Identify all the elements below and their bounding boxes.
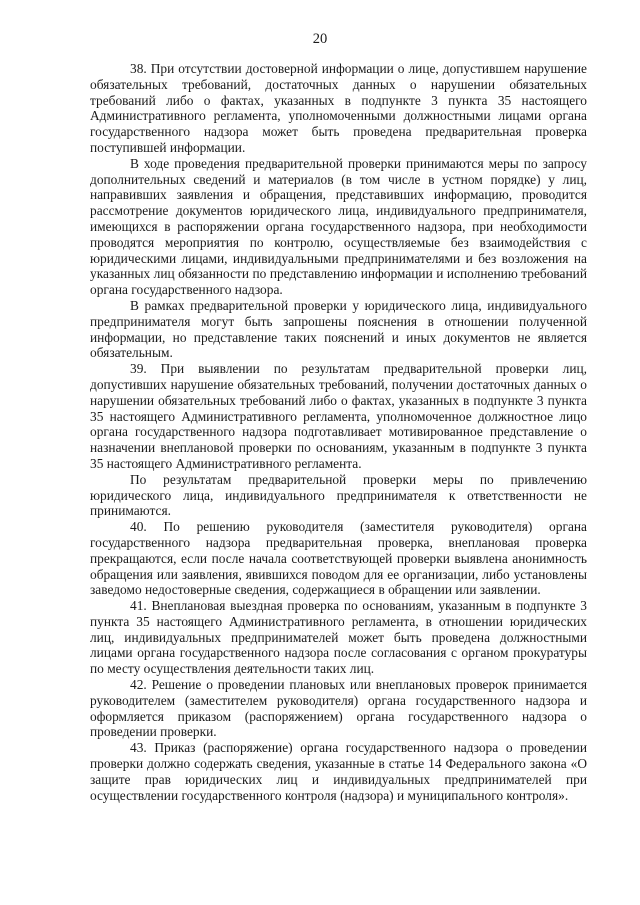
page-number: 20 — [312, 31, 328, 47]
paragraph-preliminary-check-explanations: В рамках предварительной проверки у юридического лица, индивидуального предпринимателя могут быть запрошены пояснения в отношении полученной информации, но представление таких пояснений и иных документов не является обязательным. — [90, 297, 587, 361]
paragraph-39: 39. При выявлении по результатам предварительной проверки лиц, допустивших нарушение обязательных требований, получении достаточных данных о нарушении обязательных требований либо о фактах, указанных в подпункте 3 пункта 35 настоящего Административного регламента, уполномоченное должностное лицо органа государственного надзора подготавливает мотивированное представление о назначении внеплановой проверки по основаниям, указанным в подпункте 3 пункта 35 настоящего Административного регламента. — [90, 361, 587, 471]
paragraph-no-liability-measures: По результатам предварительной проверки меры по привлечению юридического лица, индивидуального предпринимателя к ответственности не принимаются. — [90, 471, 587, 519]
paragraph-38: 38. При отсутствии достоверной информации о лице, допустившем нарушение обязательных требований, достаточных данных о нарушении обязательных требований либо о фактах, указанных в подпункте 3 пункта 35 настоящего Административного регламента, уполномоченными должностными лицами органа государственного надзора может быть проведена предварительная проверка поступившей информации. — [90, 61, 587, 155]
paragraph-preliminary-check-measures: В ходе проведения предварительной проверки принимаются меры по запросу дополнительных сведений и материалов (в том числе в устном порядке) у лиц, направивших заявления и обращения, представивших информацию, проводится рассмотрение документов юридического лица, индивидуального предпринимателя, имеющихся в распоряжении органа государственного надзора, при необходимости проводятся мероприятия по контролю, осуществляемые без взаимодействия с юридическими лицами, индивидуальными предпринимателями и без возложения на указанных лиц обязанности по представлению информации и исполнению требований органа государственного надзора. — [90, 155, 587, 298]
paragraph-43: 43. Приказ (распоряжение) органа государственного надзора о проведении проверки должно содержать сведения, указанные в статье 14 Федерального закона «О защите прав юридических лиц и индивидуальных предпринимателей при осуществлении государственного контроля (надзора) и муниципального контроля». — [90, 740, 587, 803]
paragraph-41: 41. Внеплановая выездная проверка по основаниям, указанным в подпункте 3 пункта 35 настоящего Административного регламента, в отношении юридических лиц, индивидуальных предпринимателей может быть проведена должностными лицами органа государственного надзора после согласования с органом прокуратуры по месту осуществления деятельности таких лиц. — [90, 598, 587, 677]
paragraph-42: 42. Решение о проведении плановых или внеплановых проверок принимается руководителем (заместителем руководителя) органа государственного надзора и оформляется приказом (распоряжением) органа государственного надзора о проведении проверки. — [90, 677, 587, 740]
paragraph-40: 40. По решению руководителя (заместителя руководителя) органа государственного надзора предварительная проверка, внеплановая проверка прекращаются, если после начала соответствующей проверки выявлена анонимность обращения или заявления, явившихся поводом для ее организации, либо установлены заведомо недостоверные сведения, содержащиеся в обращении или заявлении. — [90, 519, 587, 598]
document-body — [90, 61, 587, 803]
